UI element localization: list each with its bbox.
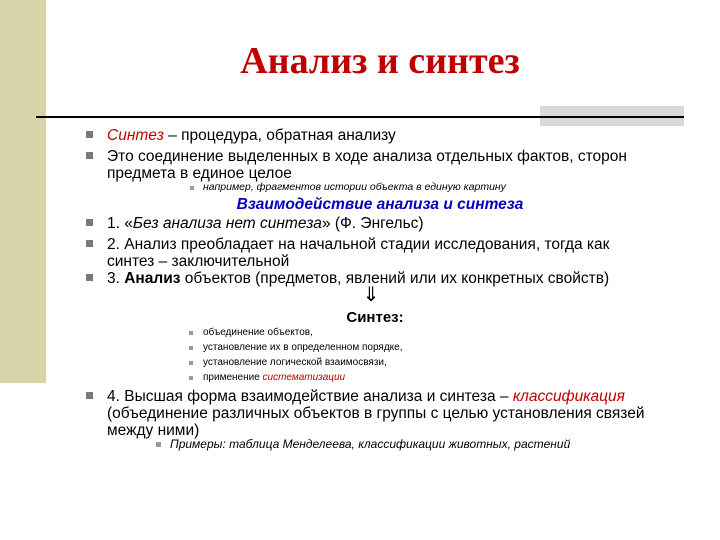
sub-bullet-icon (156, 442, 161, 447)
small-list-item: установление их в определенном порядке, (203, 342, 403, 353)
sub-bullet-icon (189, 361, 193, 365)
bullet-icon (86, 131, 93, 138)
synthesis-label: Синтез: (346, 309, 404, 326)
bullet-icon (86, 152, 93, 159)
down-arrow-icon: ⇓ (362, 284, 380, 306)
item-synthesis-definition: Синтез – процедура, обратная анализу (107, 127, 396, 144)
bullet-icon (86, 392, 93, 399)
sub-bullet-icon (189, 331, 193, 335)
bullet-icon (86, 274, 93, 281)
item-classification: 4. Высшая форма взаимодействие анализа и синтеза – классификация (объединение различных объектов в группы с целью установления связей между ними) (107, 388, 645, 439)
sub-bullet-icon (189, 376, 193, 380)
bullet-icon (86, 219, 93, 226)
interaction-heading: Взаимодействие анализа и синтеза (236, 196, 524, 213)
title-rule (36, 116, 684, 118)
item-synthesis-meaning: Это соединение выделенных в ходе анализа отдельных фактов, сторон предмета в единое целое (107, 148, 627, 182)
sub-bullet-icon (189, 346, 193, 350)
examples-item: Примеры: таблица Менделеева, классификации животных, растений (170, 437, 571, 451)
sub-bullet-icon (190, 186, 194, 190)
slide-title: Анализ и синтез (240, 40, 520, 82)
item-analysis-objects: 3. Анализ объектов (предметов, явлений или их конкретных свойств) (107, 270, 610, 287)
small-list-item: применение систематизации (203, 372, 346, 383)
sub-item-example: например, фрагментов истории объекта в единую картину (203, 181, 506, 193)
bullet-icon (86, 240, 93, 247)
small-list-item: объединение объектов, (203, 327, 313, 338)
small-list-item: установление логической взаимосвязи, (203, 357, 387, 368)
item-engels-quote: 1. «Без анализа нет синтеза» (Ф. Энгельс) (107, 215, 424, 232)
item-analysis-dominates: 2. Анализ преобладает на начальной стадии исследования, тогда как синтез – заключительной (107, 236, 610, 270)
